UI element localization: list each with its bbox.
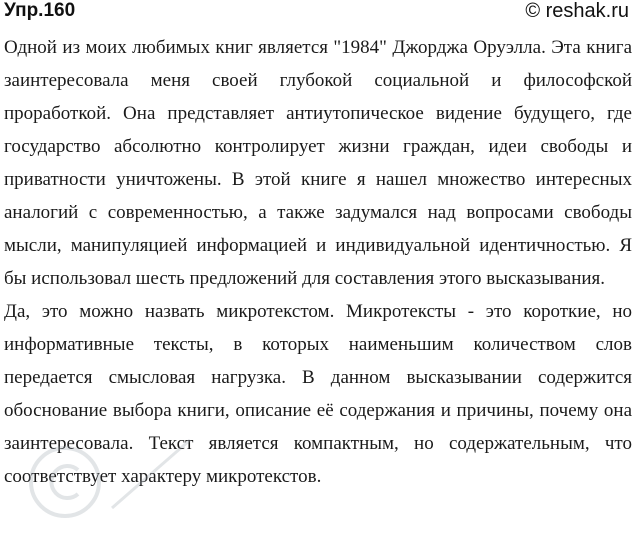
paragraph-2: Да, это можно назвать микротекстом. Микротексты - это короткие, но информативные тексты, в которых наименьшим количеством слов передается смысловая нагрузка. В данном высказывании содержится обоснование выбора книги, описание её содержания и причины, почему она заинтересовала. Текст является компактным, но содержательным, что соответствует характеру микротекстов. <box>4 301 632 487</box>
site-credit[interactable]: © reshak.ru <box>525 0 629 22</box>
exercise-title: Упр.160 <box>4 0 76 21</box>
answer-text <box>4 31 632 493</box>
paragraph-1: Одной из моих любимых книг является "1984" Джорджа Оруэлла. Эта книга заинтересовала меня своей глубокой социальной и философской проработкой. Она представляет антиутопическое видение будущего, где государство абсолютно контролирует жизни граждан, идеи свободы и приватности уничтожены. В этой книге я нашел множество интересных аналогий с современностью, а также задумался над вопросами свободы мысли, манипуляцией информацией и индивидуальной идентичностью. Я бы использовал шесть предложений для составления этого высказывания. <box>4 37 632 289</box>
page-header <box>0 0 635 30</box>
